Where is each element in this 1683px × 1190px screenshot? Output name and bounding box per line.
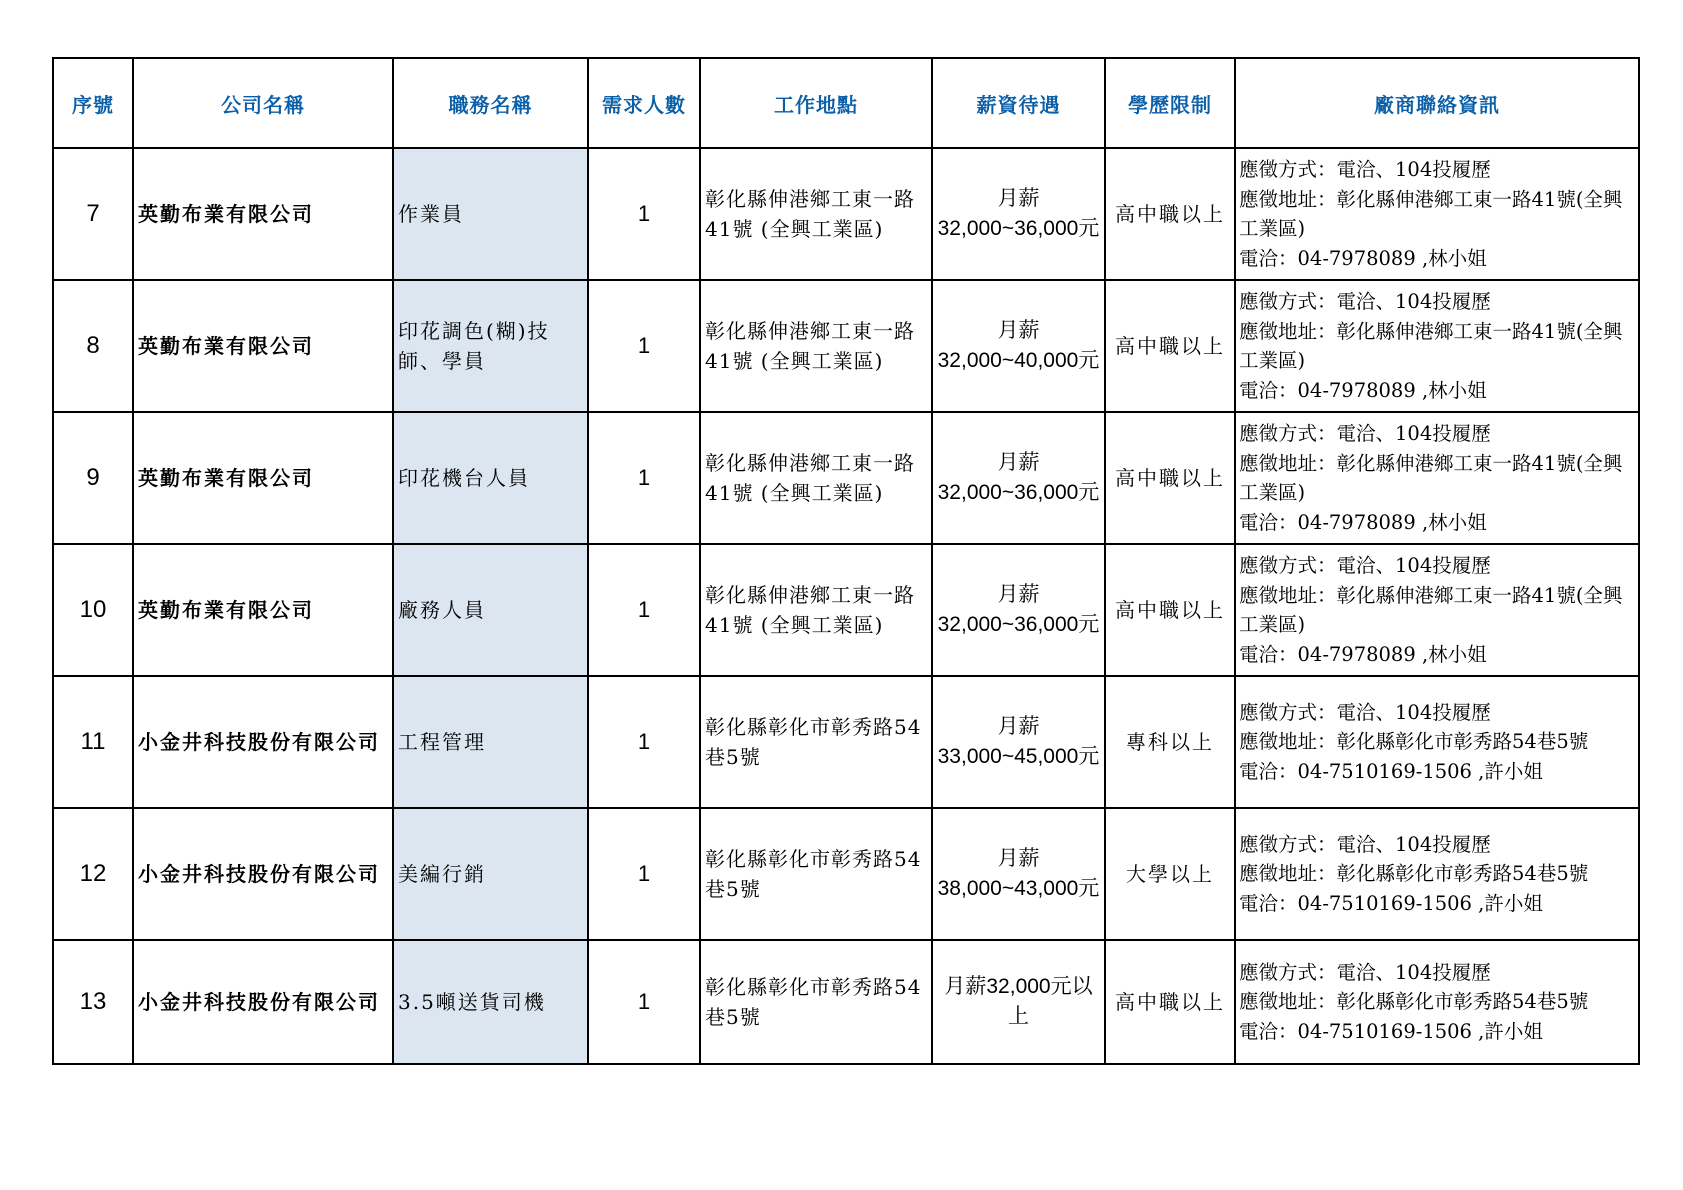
contact-cell bbox=[1235, 940, 1639, 1064]
header-contact: 廠商聯絡資訊 bbox=[1235, 58, 1639, 148]
contact-phone: 電洽：04-7978089 ,林小姐 bbox=[1239, 246, 1487, 270]
company-cell: 小金井科技股份有限公司 bbox=[133, 808, 393, 940]
contact-method: 應徵方式：電洽、104投履歷 bbox=[1239, 290, 1491, 313]
education-cell: 高中職以上 bbox=[1105, 544, 1235, 676]
company-cell: 小金井科技股份有限公司 bbox=[133, 676, 393, 808]
table-row bbox=[53, 544, 1639, 676]
table-row bbox=[53, 940, 1639, 1064]
table-header-row bbox=[53, 58, 1639, 148]
table-row bbox=[53, 412, 1639, 544]
location-cell: 彰化縣伸港鄉工東一路41號 (全興工業區) bbox=[700, 280, 932, 412]
seq-cell: 7 bbox=[53, 148, 133, 280]
seq-cell: 12 bbox=[53, 808, 133, 940]
contact-address: 應徵地址：彰化縣伸港鄉工東一路41號(全興工業區) bbox=[1239, 451, 1623, 504]
company-cell: 英勤布業有限公司 bbox=[133, 280, 393, 412]
seq-cell: 9 bbox=[53, 412, 133, 544]
seq-cell: 10 bbox=[53, 544, 133, 676]
table-row bbox=[53, 676, 1639, 808]
job-title-cell: 3.5噸送貨司機 bbox=[393, 940, 588, 1064]
contact-cell bbox=[1235, 676, 1639, 808]
seq-cell: 13 bbox=[53, 940, 133, 1064]
job-title-cell: 作業員 bbox=[393, 148, 588, 280]
job-title-cell: 印花調色(糊)技師、學員 bbox=[393, 280, 588, 412]
contact-cell bbox=[1235, 280, 1639, 412]
contact-cell bbox=[1235, 148, 1639, 280]
header-location: 工作地點 bbox=[700, 58, 932, 148]
contact-method: 應徵方式：電洽、104投履歷 bbox=[1239, 554, 1491, 577]
salary-cell: 月薪 33,000~45,000元 bbox=[932, 676, 1105, 808]
education-cell: 高中職以上 bbox=[1105, 940, 1235, 1064]
job-title-cell: 美編行銷 bbox=[393, 808, 588, 940]
headcount-cell: 1 bbox=[588, 280, 700, 412]
headcount-cell: 1 bbox=[588, 148, 700, 280]
contact-address: 應徵地址：彰化縣彰化市彰秀路54巷5號 bbox=[1239, 990, 1589, 1014]
contact-method: 應徵方式：電洽、104投履歷 bbox=[1239, 700, 1491, 724]
header-count: 需求人數 bbox=[588, 58, 700, 148]
header-education: 學歷限制 bbox=[1105, 58, 1235, 148]
contact-cell bbox=[1235, 808, 1639, 940]
salary-cell: 月薪 32,000~40,000元 bbox=[932, 280, 1105, 412]
header-salary: 薪資待遇 bbox=[932, 58, 1105, 148]
seq-cell: 11 bbox=[53, 676, 133, 808]
salary-cell: 月薪 32,000~36,000元 bbox=[932, 412, 1105, 544]
header-company: 公司名稱 bbox=[133, 58, 393, 148]
contact-address: 應徵地址：彰化縣彰化市彰秀路54巷5號 bbox=[1239, 862, 1589, 886]
contact-address: 應徵地址：彰化縣伸港鄉工東一路41號(全興工業區) bbox=[1239, 187, 1623, 240]
contact-address: 應徵地址：彰化縣伸港鄉工東一路41號(全興工業區) bbox=[1239, 583, 1623, 636]
salary-cell: 月薪32,000元以上 bbox=[932, 940, 1105, 1064]
education-cell: 高中職以上 bbox=[1105, 412, 1235, 544]
contact-phone: 電洽：04-7978089 ,林小姐 bbox=[1239, 642, 1487, 666]
contact-phone: 電洽：04-7510169-1506 ,許小姐 bbox=[1239, 759, 1543, 783]
contact-phone: 電洽：04-7510169-1506 ,許小姐 bbox=[1239, 891, 1543, 915]
contact-method: 應徵方式：電洽、104投履歷 bbox=[1239, 960, 1491, 984]
header-title: 職務名稱 bbox=[393, 58, 588, 148]
education-cell: 大學以上 bbox=[1105, 808, 1235, 940]
company-cell: 英勤布業有限公司 bbox=[133, 148, 393, 280]
job-title-cell: 廠務人員 bbox=[393, 544, 588, 676]
location-cell: 彰化縣彰化市彰秀路54巷5號 bbox=[700, 808, 932, 940]
location-cell: 彰化縣伸港鄉工東一路41號 (全興工業區) bbox=[700, 148, 932, 280]
contact-method: 應徵方式：電洽、104投履歷 bbox=[1239, 422, 1491, 445]
headcount-cell: 1 bbox=[588, 808, 700, 940]
company-cell: 英勤布業有限公司 bbox=[133, 544, 393, 676]
location-cell: 彰化縣伸港鄉工東一路41號 (全興工業區) bbox=[700, 412, 932, 544]
job-title-cell: 印花機台人員 bbox=[393, 412, 588, 544]
contact-cell bbox=[1235, 544, 1639, 676]
location-cell: 彰化縣伸港鄉工東一路41號 (全興工業區) bbox=[700, 544, 932, 676]
company-cell: 小金井科技股份有限公司 bbox=[133, 940, 393, 1064]
contact-phone: 電洽：04-7510169-1506 ,許小姐 bbox=[1239, 1019, 1543, 1043]
salary-cell: 月薪 32,000~36,000元 bbox=[932, 544, 1105, 676]
salary-cell: 月薪 38,000~43,000元 bbox=[932, 808, 1105, 940]
contact-phone: 電洽：04-7978089 ,林小姐 bbox=[1239, 510, 1487, 534]
contact-address: 應徵地址：彰化縣伸港鄉工東一路41號(全興工業區) bbox=[1239, 319, 1623, 372]
table-row bbox=[53, 148, 1639, 280]
contact-phone: 電洽：04-7978089 ,林小姐 bbox=[1239, 378, 1487, 402]
education-cell: 高中職以上 bbox=[1105, 280, 1235, 412]
job-listings-table bbox=[52, 57, 1640, 1065]
education-cell: 高中職以上 bbox=[1105, 148, 1235, 280]
location-cell: 彰化縣彰化市彰秀路54巷5號 bbox=[700, 940, 932, 1064]
location-cell: 彰化縣彰化市彰秀路54巷5號 bbox=[700, 676, 932, 808]
headcount-cell: 1 bbox=[588, 544, 700, 676]
contact-cell bbox=[1235, 412, 1639, 544]
headcount-cell: 1 bbox=[588, 676, 700, 808]
contact-address: 應徵地址：彰化縣彰化市彰秀路54巷5號 bbox=[1239, 730, 1589, 754]
headcount-cell: 1 bbox=[588, 412, 700, 544]
contact-method: 應徵方式：電洽、104投履歷 bbox=[1239, 158, 1491, 181]
header-seq: 序號 bbox=[53, 58, 133, 148]
table-row bbox=[53, 280, 1639, 412]
headcount-cell: 1 bbox=[588, 940, 700, 1064]
education-cell: 專科以上 bbox=[1105, 676, 1235, 808]
contact-method: 應徵方式：電洽、104投履歷 bbox=[1239, 832, 1491, 856]
job-title-cell: 工程管理 bbox=[393, 676, 588, 808]
table-row bbox=[53, 808, 1639, 940]
salary-cell: 月薪 32,000~36,000元 bbox=[932, 148, 1105, 280]
seq-cell: 8 bbox=[53, 280, 133, 412]
company-cell: 英勤布業有限公司 bbox=[133, 412, 393, 544]
